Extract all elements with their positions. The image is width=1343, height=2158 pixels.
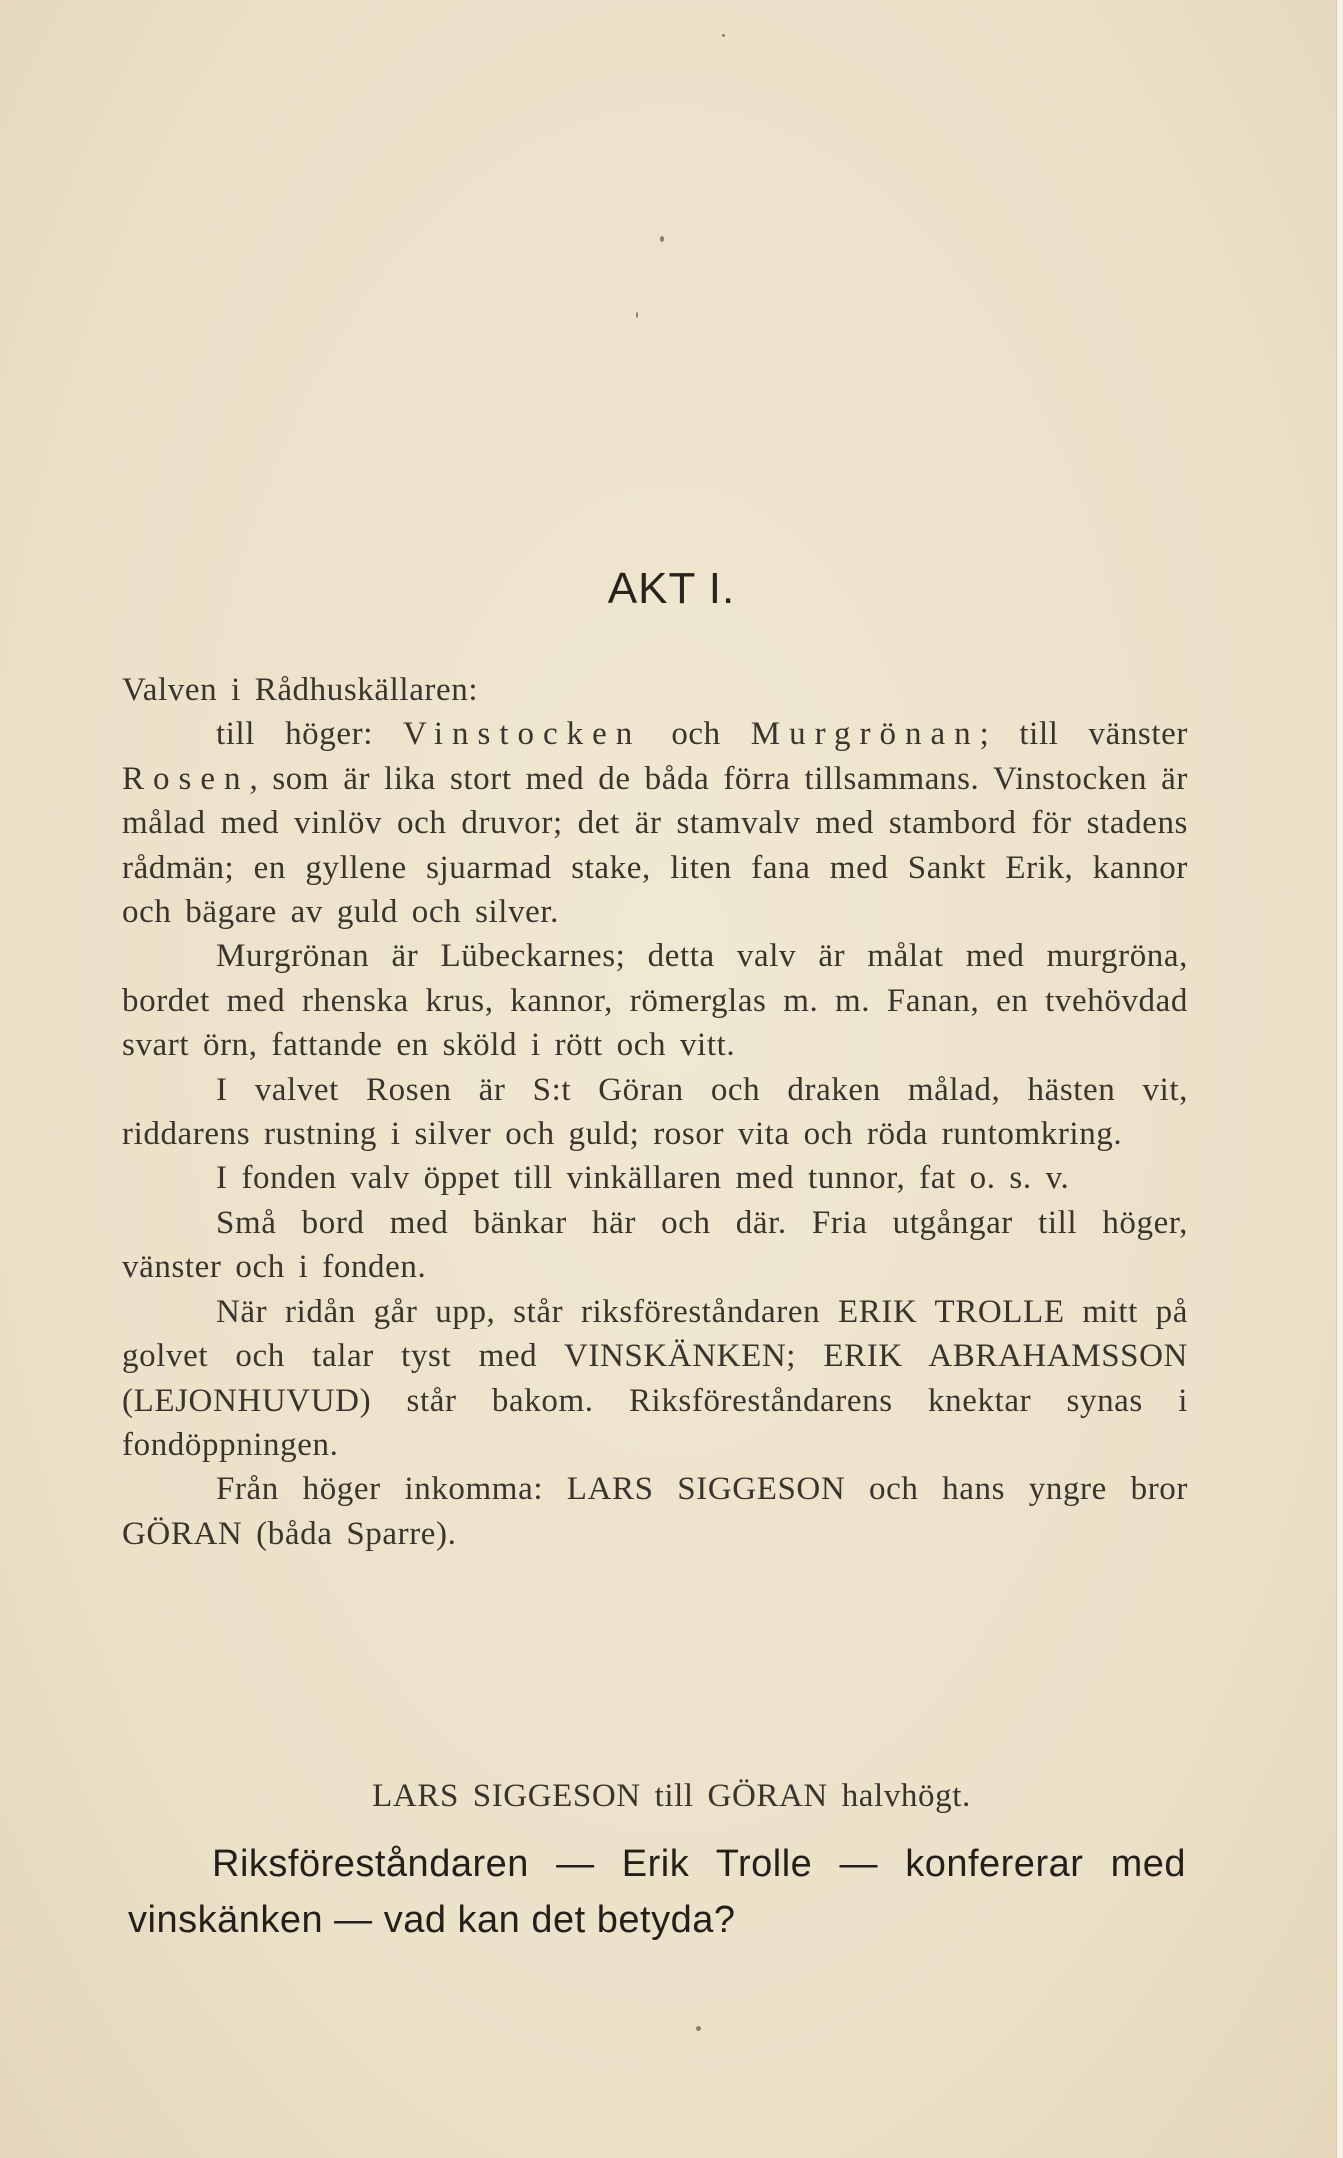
paragraph-vaults — [122, 712, 1188, 934]
page-edge — [1336, 0, 1343, 2158]
paragraph-curtain: När ridån går upp, står riksföreståndaren ERIK TROLLE mitt på golvet och talar tyst med VINSKÄNKEN; ERIK ABRAHAMSSON (LEJONHUVUD) står bakom. Riksföreståndarens knektar synas i fondöppningen. — [122, 1293, 1188, 1463]
paragraph-murgronan: Murgrönan är Lübeckarnes; detta valv är målat med murgröna, bordet med rhenska krus, kannor, römerglas m. m. Fanan, en tvehövdad svart örn, fattande en sköld i rött och vitt. — [122, 938, 1188, 1064]
paper-speck — [636, 312, 638, 318]
vault-name-rosen: Rosen — [122, 760, 250, 797]
setting-intro: Valven i Rådhuskällaren: — [122, 672, 479, 708]
paper-speck — [722, 34, 725, 37]
stage-direction: LARS SIGGESON till GÖRAN halvhögt. — [372, 1778, 971, 1814]
act-heading: AKT I. — [607, 564, 736, 613]
paragraph-entrance: Från höger inkomma: LARS SIGGESON och hans yngre bror GÖRAN (båda Sparre). — [122, 1471, 1188, 1552]
paragraph-rosen: I valvet Rosen är S:t Göran och draken målad, hästen vit, riddarens rustning i silver och guld; rosor vita och röda runtomkring. — [122, 1071, 1188, 1153]
text-segment: och — [641, 716, 751, 753]
text-segment: ; till vänster — [979, 716, 1188, 753]
paper-speck — [696, 2026, 701, 2031]
annotation-text: Riksföreståndaren — Erik Trolle — konfererar med vinskänken — vad kan det betyda? — [128, 1843, 1186, 1941]
vault-name-murgronan: Murgrönan — [750, 716, 980, 753]
handwritten-annotation — [128, 1836, 1186, 1948]
paragraph-bord: Små bord med bänkar här och där. Fria utgångar till höger, vänster och i fonden. — [122, 1204, 1188, 1286]
stage-setting-text — [122, 668, 1188, 1556]
vault-name-vinstocken: Vinstocken — [402, 716, 642, 753]
paragraph-fonden: I fonden valv öppet till vinkällaren med tunnor, fat o. s. v. — [216, 1160, 1070, 1197]
text-segment: , som är lika stort med de båda förra tillsammans. Vinstocken är målad med vinlöv och druvor; det är stamvalv med stambord för stadens rådmän; en gyllene sjuarmad stake, liten fana med Sankt Erik, kannor och bägare av guld och silver. — [122, 760, 1188, 931]
paper-speck — [660, 236, 664, 242]
text-segment: till höger: — [216, 716, 403, 753]
